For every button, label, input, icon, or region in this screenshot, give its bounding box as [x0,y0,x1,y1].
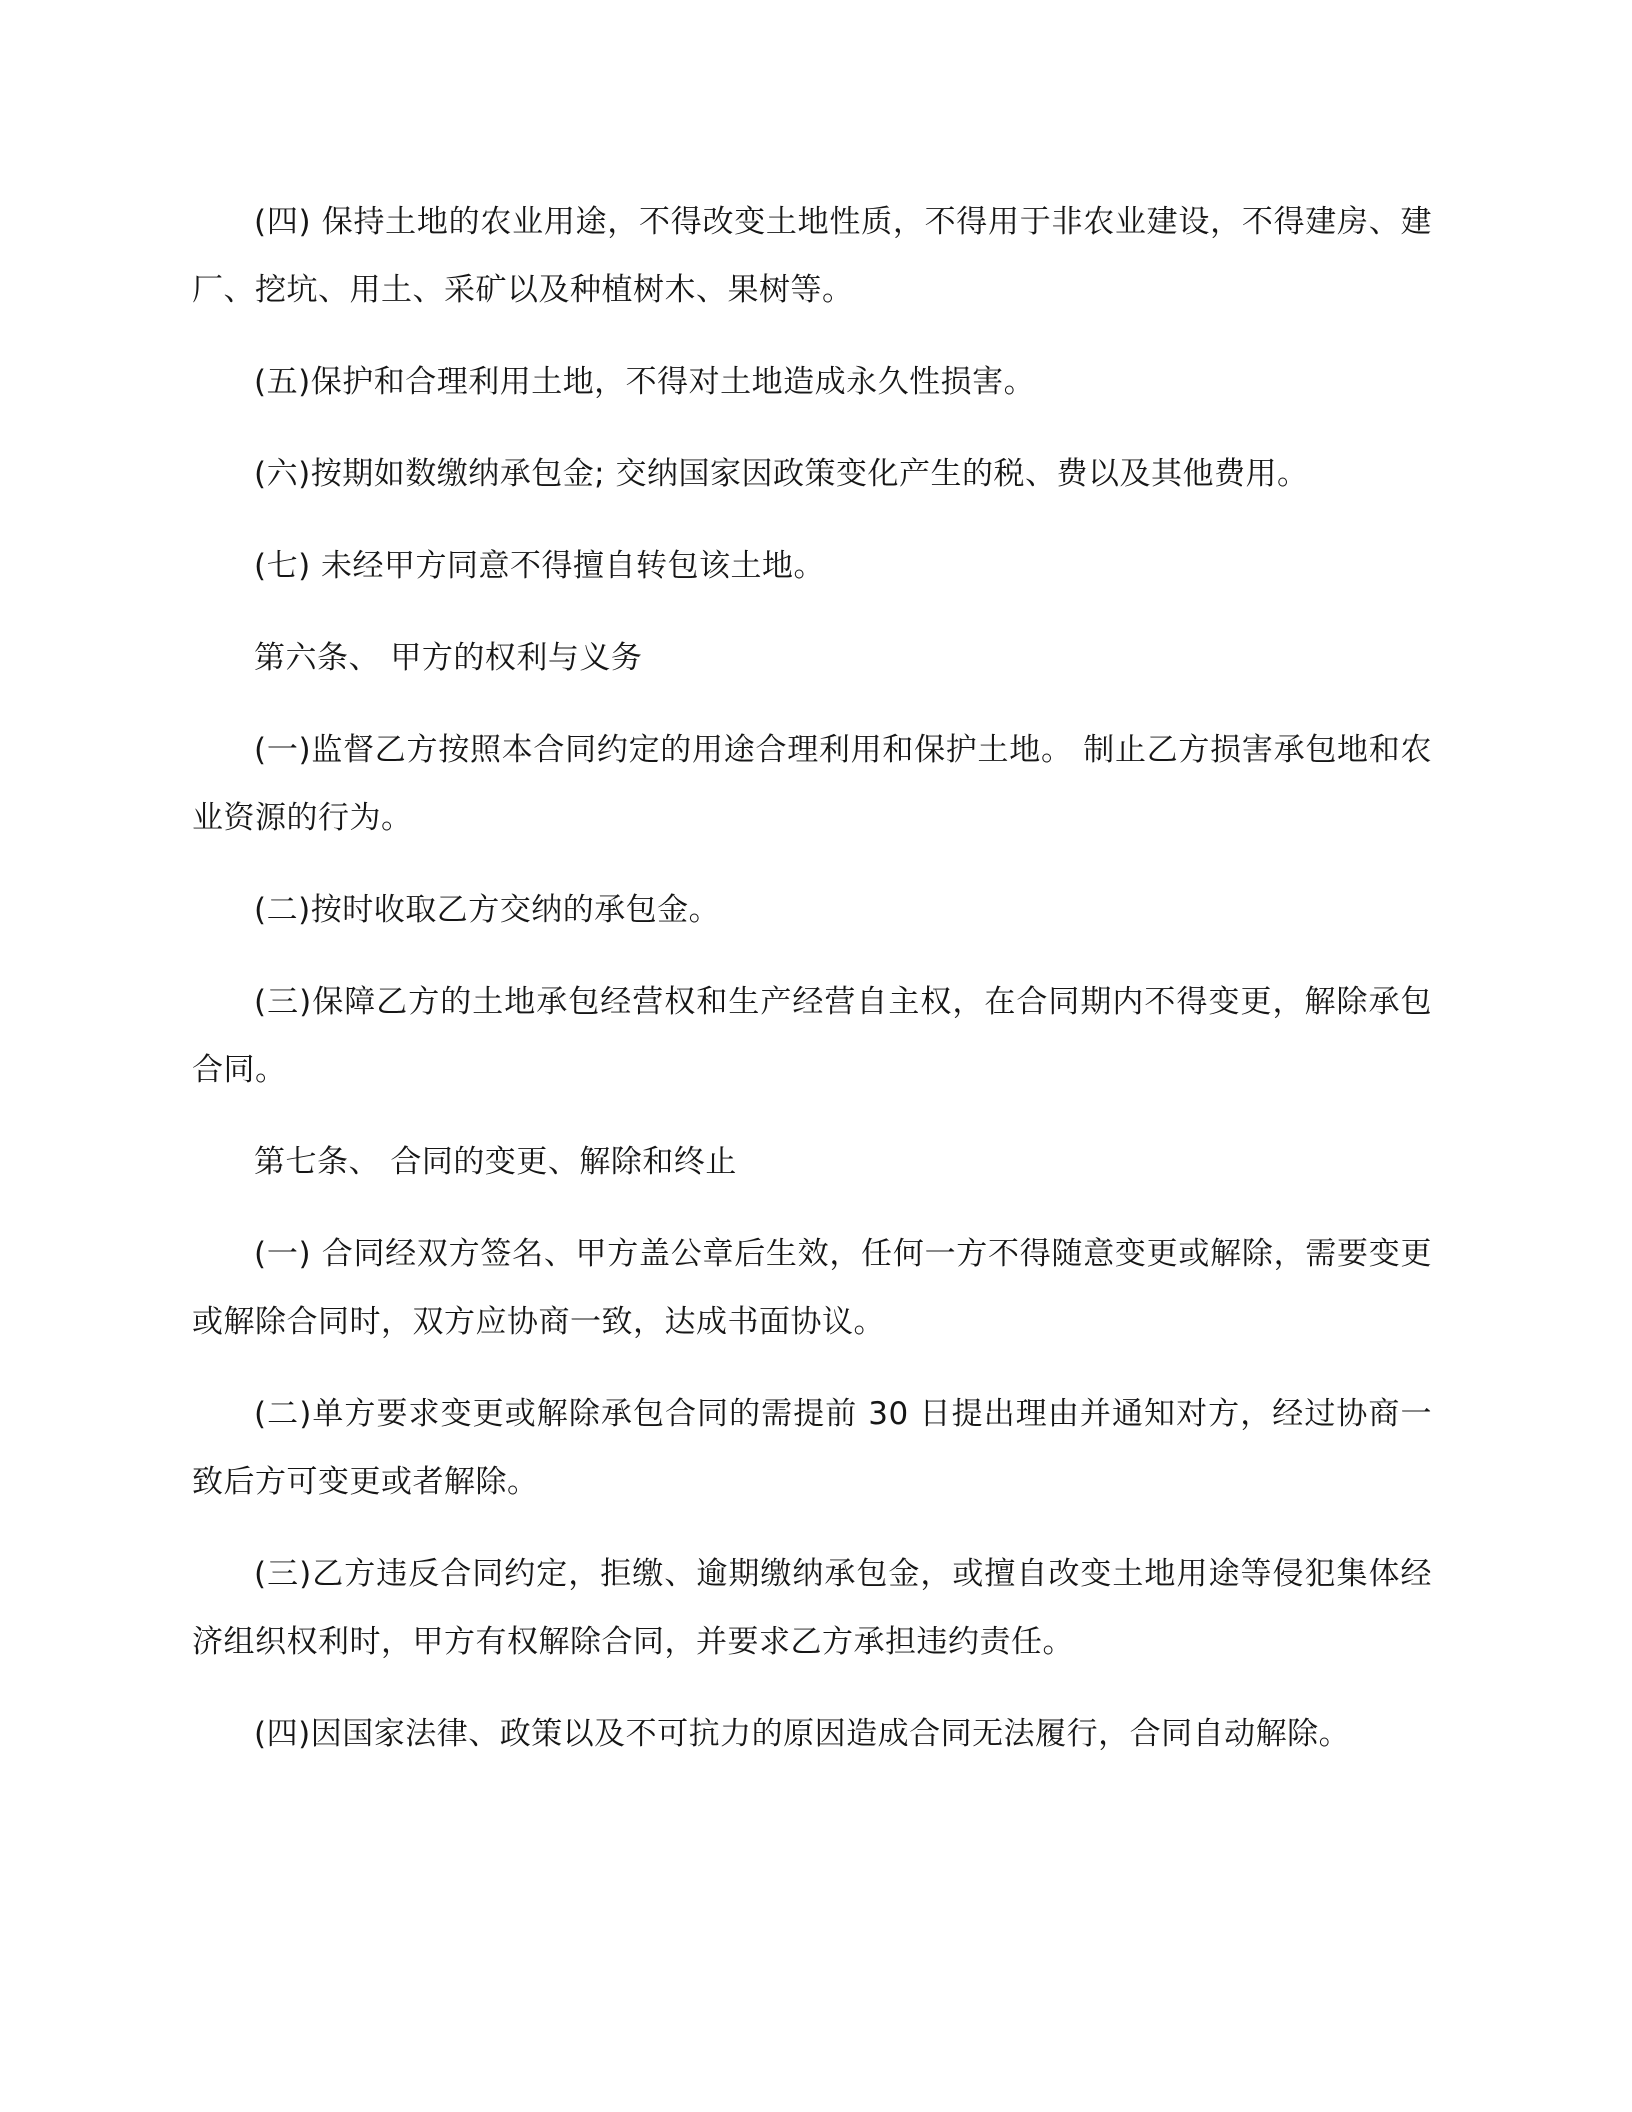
clause-5-item-6: (六)按期如数缴纳承包金; 交纳国家因政策变化产生的税、费以及其他费用。 [254,456,1309,492]
clause-6-item-1: (一)监督乙方按照本合同约定的用途合理利用和保护土地。 制止乙方损害承包地和农业资源的行为。 [192,732,1432,836]
clause-6-heading: 第六条、 甲方的权利与义务 [254,640,643,676]
clause-7-item-3: (三)乙方违反合同约定，拒缴、逾期缴纳承包金，或擅自改变土地用途等侵犯集体经济组织权利时，甲方有权解除合同，并要求乙方承担违约责任。 [192,1556,1432,1660]
document-body [192,188,1432,1792]
clause-6-item-3: (三)保障乙方的土地承包经营权和生产经营自主权，在合同期内不得变更，解除承包合同。 [192,984,1432,1088]
clause-7-item-1: (一) 合同经双方签名、甲方盖公章后生效，任何一方不得随意变更或解除，需要变更或解除合同时，双方应协商一致，达成书面协议。 [192,1236,1432,1340]
clause-7-item-2: (二)单方要求变更或解除承包合同的需提前 30 日提出理由并通知对方，经过协商一致后方可变更或者解除。 [192,1396,1432,1500]
clause-5-item-5: (五)保护和合理利用土地，不得对土地造成永久性损害。 [254,364,1036,400]
clause-7-item-4: (四)因国家法律、政策以及不可抗力的原因造成合同无法履行，合同自动解除。 [254,1716,1351,1752]
clause-7-heading: 第七条、 合同的变更、解除和终止 [254,1144,737,1180]
clause-5-item-4: (四) 保持土地的农业用途，不得改变土地性质，不得用于非农业建设，不得建房、建厂、挖坑、用土、采矿以及种植树木、果树等。 [192,204,1432,308]
clause-5-item-7: (七) 未经甲方同意不得擅自转包该土地。 [254,548,826,584]
clause-6-item-2: (二)按时收取乙方交纳的承包金。 [254,892,721,928]
